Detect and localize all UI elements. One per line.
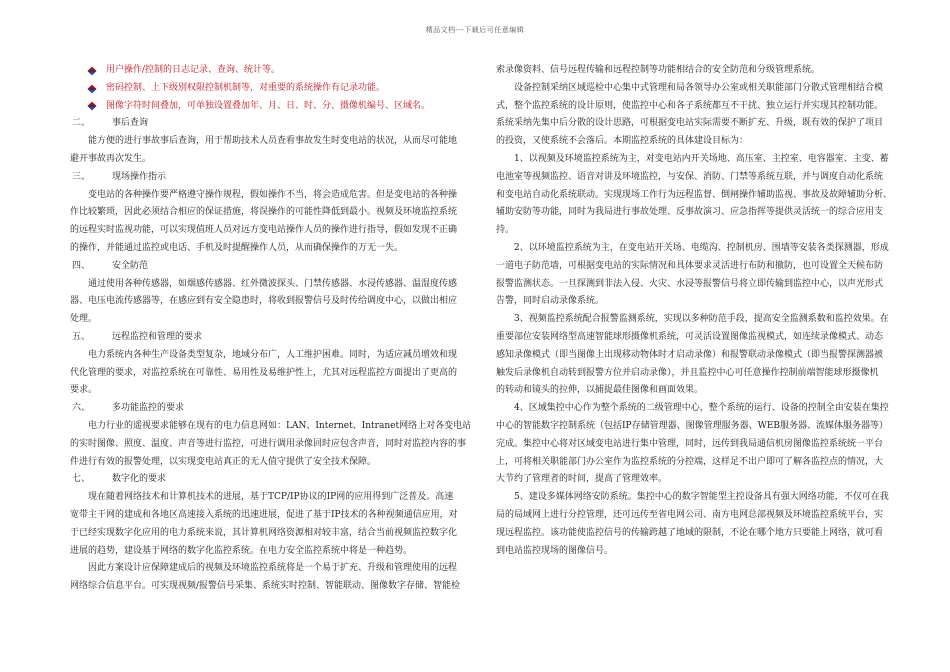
section-heading: 四、 安全防范 xyxy=(72,260,149,271)
paragraph: 1、以视频及环境监控系统为主，对变电站内开关场地、高压室、主控室、电容器室、主变、蓄 电池室等视频监控、语音对讲及环境监控，与安保、消防、门禁等系统互联，并与调度自动化系统 和变电站自动化系统联动。实现现场工作行为远程监督、倒闸操作辅助监视、事故及故障辅助分析、 辅助安防等功能，同时为我局进行事故处理、反事故演习、应急指挥等提供灵活统一的综合应用支 持。 xyxy=(496,153,893,236)
paragraph: 电力行业的遥视要求能够在现有的电力信息网如：LAN、Internet、Intranet网络上对各变电站 的实时图像、照度、温度、声音等进行监控，可进行调用录像回时应包含声音，同时对监控内容的事 件进行有效的报警处理，以实现变电站真正的无人值守提供了安全技术保障。 xyxy=(70,420,472,467)
diamond-bullet-icon xyxy=(87,84,96,93)
paragraph: 电力系统内各种生产设备类型复杂，地域分布广，人工维护困难。同时，为适应减员增效和现 代化管理的要求，对监控系统在可靠性、易用性及易维护性上，尤其对远程监控方面提出了更高的 要求。 xyxy=(70,349,458,396)
paragraph: 因此方案设计应保障建成后的视频及环境监控系统将是一个易于扩充、升级和管理使用的远程 网络综合信息平台。可实现视频/报警信号采集、系统实时控制、智能联动、图像数字存储、智能检 xyxy=(70,563,461,592)
diamond-bullet-icon xyxy=(87,102,96,111)
bullet-item xyxy=(88,80,478,98)
paragraph: 设备控制采纳区域巡检中心集中式管理和局各领导办公室或相关职能部门分散式管理相结合模 式，整个监控系统的设计原则，使监控中心和各子系统都互不干扰、独立运行并实现其控制功能。 系统采纳先集中后分散的设计思路，可根据变电站实际需要不断扩充、升级，既有效的保护了项目 的投资，又使系统不会落后。本期监控系统的具体建设目标为： xyxy=(496,82,884,147)
bullet-text: 图像字符时间叠加，可单独设置叠加年、月、日、时、分、摄像机编号、区域名。 xyxy=(106,100,431,111)
paragraph: 能方便的进行事故事后查询，用于帮助技术人员查看事故发生时变电站的状况，从而尽可能地 避开事故再次发生。 xyxy=(70,136,458,164)
bullet-text: 用户操作/控制的日志记录、查询、统计等。 xyxy=(106,65,281,75)
diamond-bullet-icon xyxy=(87,66,96,75)
right-column xyxy=(496,62,900,560)
paragraph: 变电站的各种操作要严格遵守操作规程，假如操作不当，将会造成危害。但是变电站的各种操 作比较繁琐，因此必须结合相应的保证措施，将误操作的可能性降低到最小。视频及环境监控系统 的远程实时监视功能，可以实现值班人员对远方变电站操作人员的操作进行指导，假如发现不正确 的操作，并能通过监控或电话、手机及时提醒操作人员，从而确保操作的万无一失。 xyxy=(70,189,458,253)
section-heading: 六、 多功能监控的要求 xyxy=(72,403,185,414)
paragraph: 2、以环境监控系统为主，在变电站开关场、电缆沟、控制机房、围墙等安装各类探测器，形成 一道电子防范墙，可根据变电站的实际情况和具体要求灵活进行布防和撤防，也可设置全天候布防 报警监测状态。一旦探测到非法入侵、火灾、水浸等报警信号将立即传输到监控中心，以声光形式 告警，同时启动录像系统。 xyxy=(496,242,889,307)
bullet-text: 密码控制、上下级别权限控制机制等，对重要的系统操作有记录功能。 xyxy=(106,82,386,93)
bullet-item xyxy=(88,98,478,116)
paragraph: 3、视频监控系统配合报警监测系统，实现以多种防范手段，提高安全监测系数和监控效果。在 重要部位安装网络型高速智能球形摄像机系统，可灵活设置图像监视模式，如连续录像模式、动态 感知录像模式（即当图像上出现移动物体时才启动录像）和报警联动录像模式（即当报警探测器被 触发后录像机自动转到报警方位并启动录像），并且监控中心可任意操作控制前端智能球形摄像机 的转动和镜头的拉伸，以捕捉最佳图像和画面效果。 xyxy=(496,314,889,396)
page-header: 精品文档---下载后可任意编辑 xyxy=(425,26,525,34)
paragraph: 通过使用各种传感器，如烟感传感器、红外微波探头、门禁传感器、水浸传感器、温湿度传感 器、电压电流传感器等，在感应到有安全隐患时，将收到报警信号及时传给调度中心，以做出相应 处理。 xyxy=(70,278,458,325)
section-heading: 二、 事后查询 xyxy=(72,118,149,129)
paragraph: 现在随着网络技术和计算机技术的进展，基于TCP/IP协议的IP网的应用得到广泛普及。高速 宽带主干网的建成和各地区高速接入系统的迅速进展，促进了基于IP技术的各种视频通信应用，对 于已经实现数字化应用的电力系统来说，其计算机网络资源相对较丰富，结合当前视频监控数字化 进展的趋势，建设基于网络的数字化监控系统。在电力安全监控系统中将是一种趋势。 xyxy=(70,492,458,556)
paragraph: 索录像资料、信号远程传输和远程控制等功能相结合的安全防范和分级管理系统。 xyxy=(496,65,821,75)
section-heading: 三、 现场操作指示 xyxy=(72,171,167,182)
bullet-item xyxy=(88,62,478,80)
left-column xyxy=(70,62,478,596)
paragraph: 4、区域集控中心作为整个系统的二级管理中心，整个系统的运行、设备的控制全由安装在集控 中心的智能数字控制系统（包括IP存储管理器、图像管理服务器、WEB服务器、流媒体服务器等） 完成。集控中心将对区域变电站进行集中管理，同时，远传到我局通信机房图像监控系统统一平台 上，可将相关职能部门办公室作为监控系统的分控端，这样足不出户即可了解各监控点的情况，大 大节约了管理者的时间，提高了管理效率。 xyxy=(496,403,889,485)
section-heading: 五、 远程监控和管理的要求 xyxy=(72,331,203,342)
section-heading: 七、 数字化的要求 xyxy=(72,474,167,485)
paragraph: 5、建设多媒体网络安防系统。集控中心的数字智能型主控设备具有强大网络功能，不仅可在我 局的局域网上进行分控管理，还可远传至省电网公司、南方电网总部视频及环境监控系统平台，实 现远程监控。该功能使监控信号的传输跨越了地域的限制，不论在哪个地方只要能上网络，就可看 到电站监控现场的图像信号。 xyxy=(496,492,889,556)
